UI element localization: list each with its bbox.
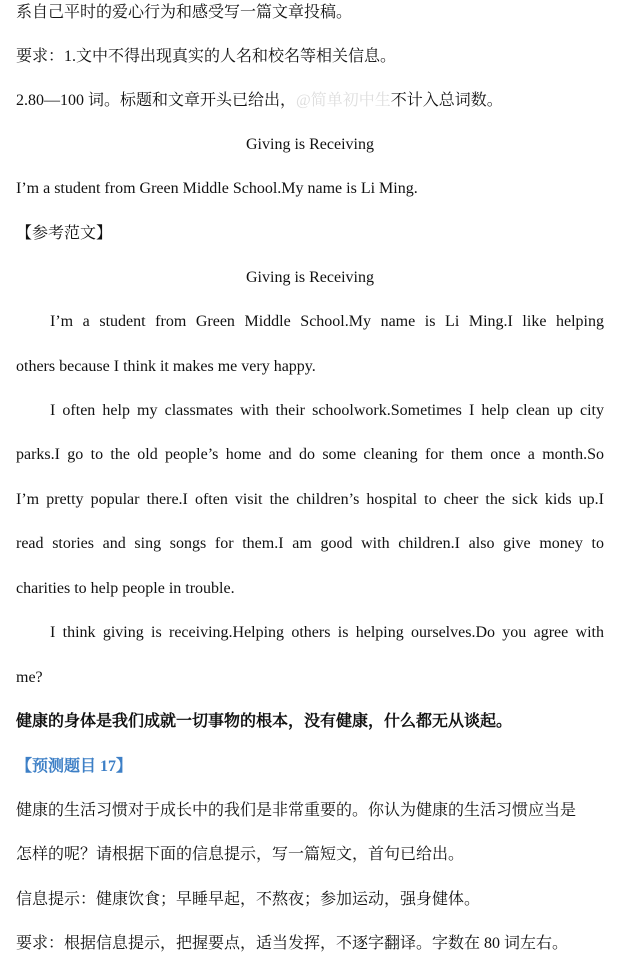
- model-essay-line: others because I think it makes me very happy.: [16, 358, 316, 375]
- next-question-line-1: 健康的生活习惯对于成长中的我们是非常重要的。你认为健康的生活习惯应当是: [16, 802, 577, 819]
- essay-opening: I’m a student from Green Middle School.My name is Li Ming.: [16, 180, 418, 197]
- model-essay-line: charities to help people in trouble.: [16, 580, 235, 597]
- watermark: @简单初中生: [296, 92, 391, 109]
- essay-title: Giving is Receiving: [246, 136, 374, 153]
- health-motto: 健康的身体是我们成就一切事物的根本，没有健康，什么都无从谈起。: [16, 713, 513, 730]
- model-essay-title: Giving is Receiving: [246, 269, 374, 286]
- next-question-hints: 信息提示：健康饮食；早睡早起，不熬夜；参加运动，强身健体。: [16, 891, 481, 908]
- model-essay-line: I’m pretty popular there.I often visit the children’s hospital to cheer the sick kids up.I: [16, 491, 604, 508]
- prompt-line-1: 系自己平时的爱心行为和感受写一篇文章投稿。: [16, 4, 353, 21]
- model-essay-line: I often help my classmates with their schoolwork.Sometimes I help clean up city: [50, 402, 604, 419]
- next-question-heading: 【预测题目 17】: [16, 758, 133, 775]
- prompt-requirement-2-text: 2.80—100 词。标题和文章开头已给出，: [16, 92, 297, 109]
- model-essay-heading: 【参考范文】: [16, 225, 113, 242]
- next-question-line-2: 怎样的呢？请根据下面的信息提示，写一篇短文，首句已给出。: [16, 846, 465, 863]
- model-essay-line: I’m a student from Green Middle School.My name is Li Ming.I like helping: [50, 313, 604, 330]
- model-essay-line: I think giving is receiving.Helping others is helping ourselves.Do you agree with: [50, 624, 604, 641]
- prompt-requirement-2: [16, 90, 604, 112]
- next-question-requirements: 要求：根据信息提示，把握要点，适当发挥，不逐字翻译。字数在 80 词左右。: [16, 935, 569, 952]
- model-essay-line: parks.I go to the old people’s home and do some cleaning for them once a month.So: [16, 446, 604, 463]
- model-essay-line: read stories and sing songs for them.I am good with children.I also give money to: [16, 535, 604, 552]
- model-essay-line: me?: [16, 669, 43, 686]
- prompt-requirement-2-tail: 不计入总词数。: [390, 92, 503, 109]
- prompt-requirement-1: 要求：1.文中不得出现真实的人名和校名等相关信息。: [16, 48, 397, 65]
